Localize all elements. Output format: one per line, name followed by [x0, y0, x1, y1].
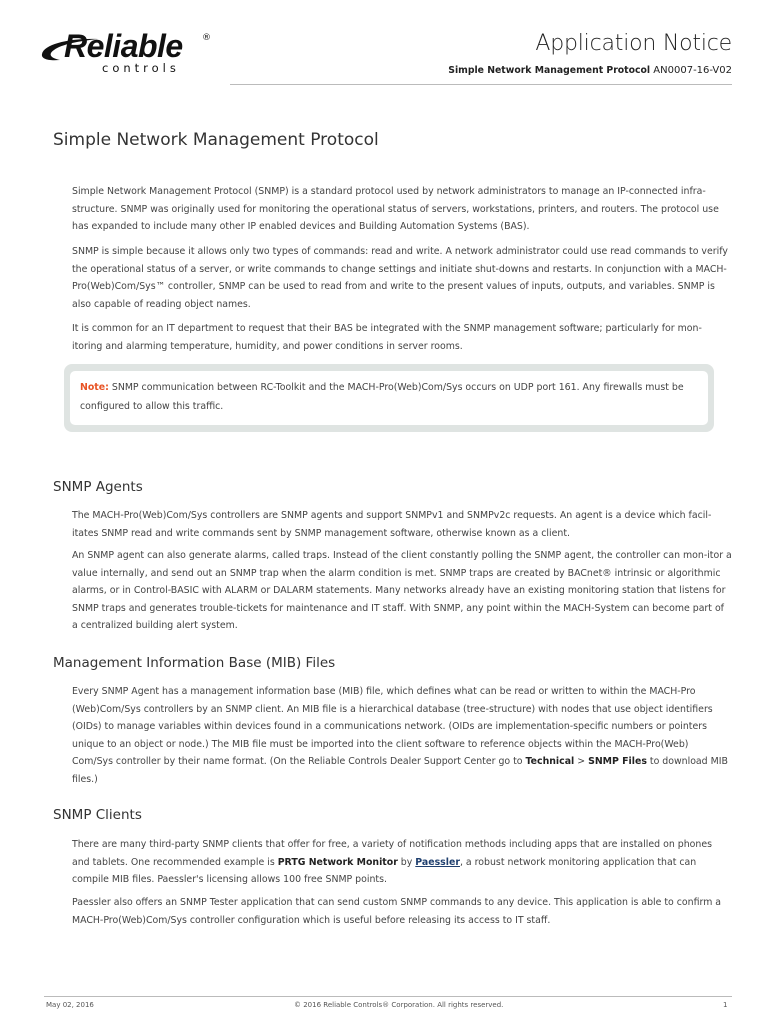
- note-box-inner: [70, 371, 708, 425]
- footer-divider: [44, 996, 732, 997]
- header-doc-name: Simple Network Management Protocol: [448, 65, 651, 76]
- note-body: SNMP communication between RC-Toolkit and the MACH-Pro(Web)Com/Sys occurs on UDP port 161. Any firewalls must be configured to allow this traffic.: [80, 382, 684, 412]
- footer-date: May 02, 2016: [46, 1001, 94, 1009]
- paessler-link[interactable]: Paessler: [415, 856, 460, 868]
- agents-paragraph-2: An SNMP agent can also generate alarms, called traps. Instead of the client constantly polling the SNMP agent, the controller can mon-itor a value internally, and send out an SNMP trap when the alarm condition is met. SNMP traps are created by BACnet® intrinsic or algorithmic alarms, or in Control-BASIC with ALARM or DALARM statements. Many networks already have an existing monitoring station that listens for SNMP traps and generates trouble-tickets for maintenance and IT staff. With SNMP, any point within the MACH-System can become part of a centralized building alert system.: [72, 550, 732, 632]
- note-box: [64, 364, 714, 432]
- reliable-controls-logo: [40, 28, 240, 80]
- mib-text-end: to download MIB files.): [72, 756, 728, 785]
- logo-wordmark: Reliable: [64, 28, 183, 64]
- header-title: Application Notice: [535, 31, 732, 56]
- clients-text-start: There are many third-party SNMP clients that offer for free, a variety of notification methods including apps that are installed on phones and tablets. One recommended example is: [72, 839, 712, 868]
- footer-page-number: 1: [723, 1001, 728, 1009]
- heading-snmp-agents: SNMP Agents: [53, 479, 143, 495]
- logo-subtitle: controls: [102, 61, 180, 75]
- prtg-network-monitor-label: PRTG Network Monitor: [277, 856, 398, 868]
- footer-copyright: © 2016 Reliable Controls® Corporation. All rights reserved.: [294, 1001, 504, 1009]
- note-label: Note:: [80, 382, 109, 393]
- heading-snmp-clients: SNMP Clients: [53, 807, 142, 823]
- clients-paragraph-2: Paessler also offers an SNMP Tester application that can send custom SNMP commands to any device. This application is able to confirm a MACH-Pro(Web)Com/Sys controller configuration which is useful before releasing its access to IT staff.: [72, 897, 722, 926]
- intro-paragraph-1: Simple Network Management Protocol (SNMP) is a standard protocol used by network administrators to manage an IP-connected infra-structure. SNMP was originally used for monitoring the operational status of servers, workstations, printers, and routers. The protocol use has expanded to include many other IP enabled devices and Building Automation Systems (BAS).: [72, 186, 719, 233]
- mib-separator: >: [574, 756, 589, 768]
- intro-paragraph-2: SNMP is simple because it allows only two types of commands: read and write. A network administrator could use read commands to verify the operational status of a server, or write commands to change settings and initiate shut-downs and restarts. In conjunction with a MACH-Pro(Web)Com/Sys™ controller, SNMP can be used to read from and write to the present values of inputs, outputs, and variables. SNMP is also capable of reading object names.: [72, 246, 728, 310]
- mib-technical-label: Technical: [525, 756, 575, 768]
- page-title: Simple Network Management Protocol: [53, 130, 379, 150]
- clients-paragraph-1: [72, 836, 732, 889]
- header-doc-number: AN0007-16-V02: [653, 65, 732, 76]
- clients-text-end: , a robust network monitoring application that can compile MIB files. Paessler's licensing allows 100 free SNMP points.: [72, 856, 697, 886]
- logo-registered-mark: ®: [202, 33, 211, 43]
- heading-mib-files: Management Information Base (MIB) Files: [53, 655, 336, 671]
- clients-by: by: [397, 856, 416, 868]
- mib-paragraph: [72, 683, 732, 789]
- header-divider: [230, 84, 732, 85]
- mib-text-start: Every SNMP Agent has a management information base (MIB) file, which defines what can be read or written to within the MACH-Pro (Web)Com/Sys controllers by an SNMP client. An MIB file is a hierarchical database (tree-structure) with nodes that use object identifiers (OIDs) to manage variables within devices found in a communications network. (OIDs are implementation-specific numbers or pointers unique to an object or node.) The MIB file must be imported into the client software to reference objects within the MACH-Pro(Web) Com/Sys controller by their name format. (On the Reliable Controls Dealer Support Center go to: [72, 686, 713, 768]
- header-subtitle: [448, 65, 732, 76]
- agents-paragraph-1: The MACH-Pro(Web)Com/Sys controllers are SNMP agents and support SNMPv1 and SNMPv2c requests. An agent is a device which facil-itates SNMP read and write commands sent by SNMP management software, otherwise known as a client.: [72, 510, 712, 539]
- mib-snmp-files-label: SNMP Files: [588, 756, 647, 768]
- note-text: [80, 378, 700, 416]
- intro-paragraph-3: It is common for an IT department to request that their BAS be integrated with the SNMP management software; particularly for mon-itoring and alarming temperature, humidity, and power conditions in server rooms.: [72, 323, 702, 352]
